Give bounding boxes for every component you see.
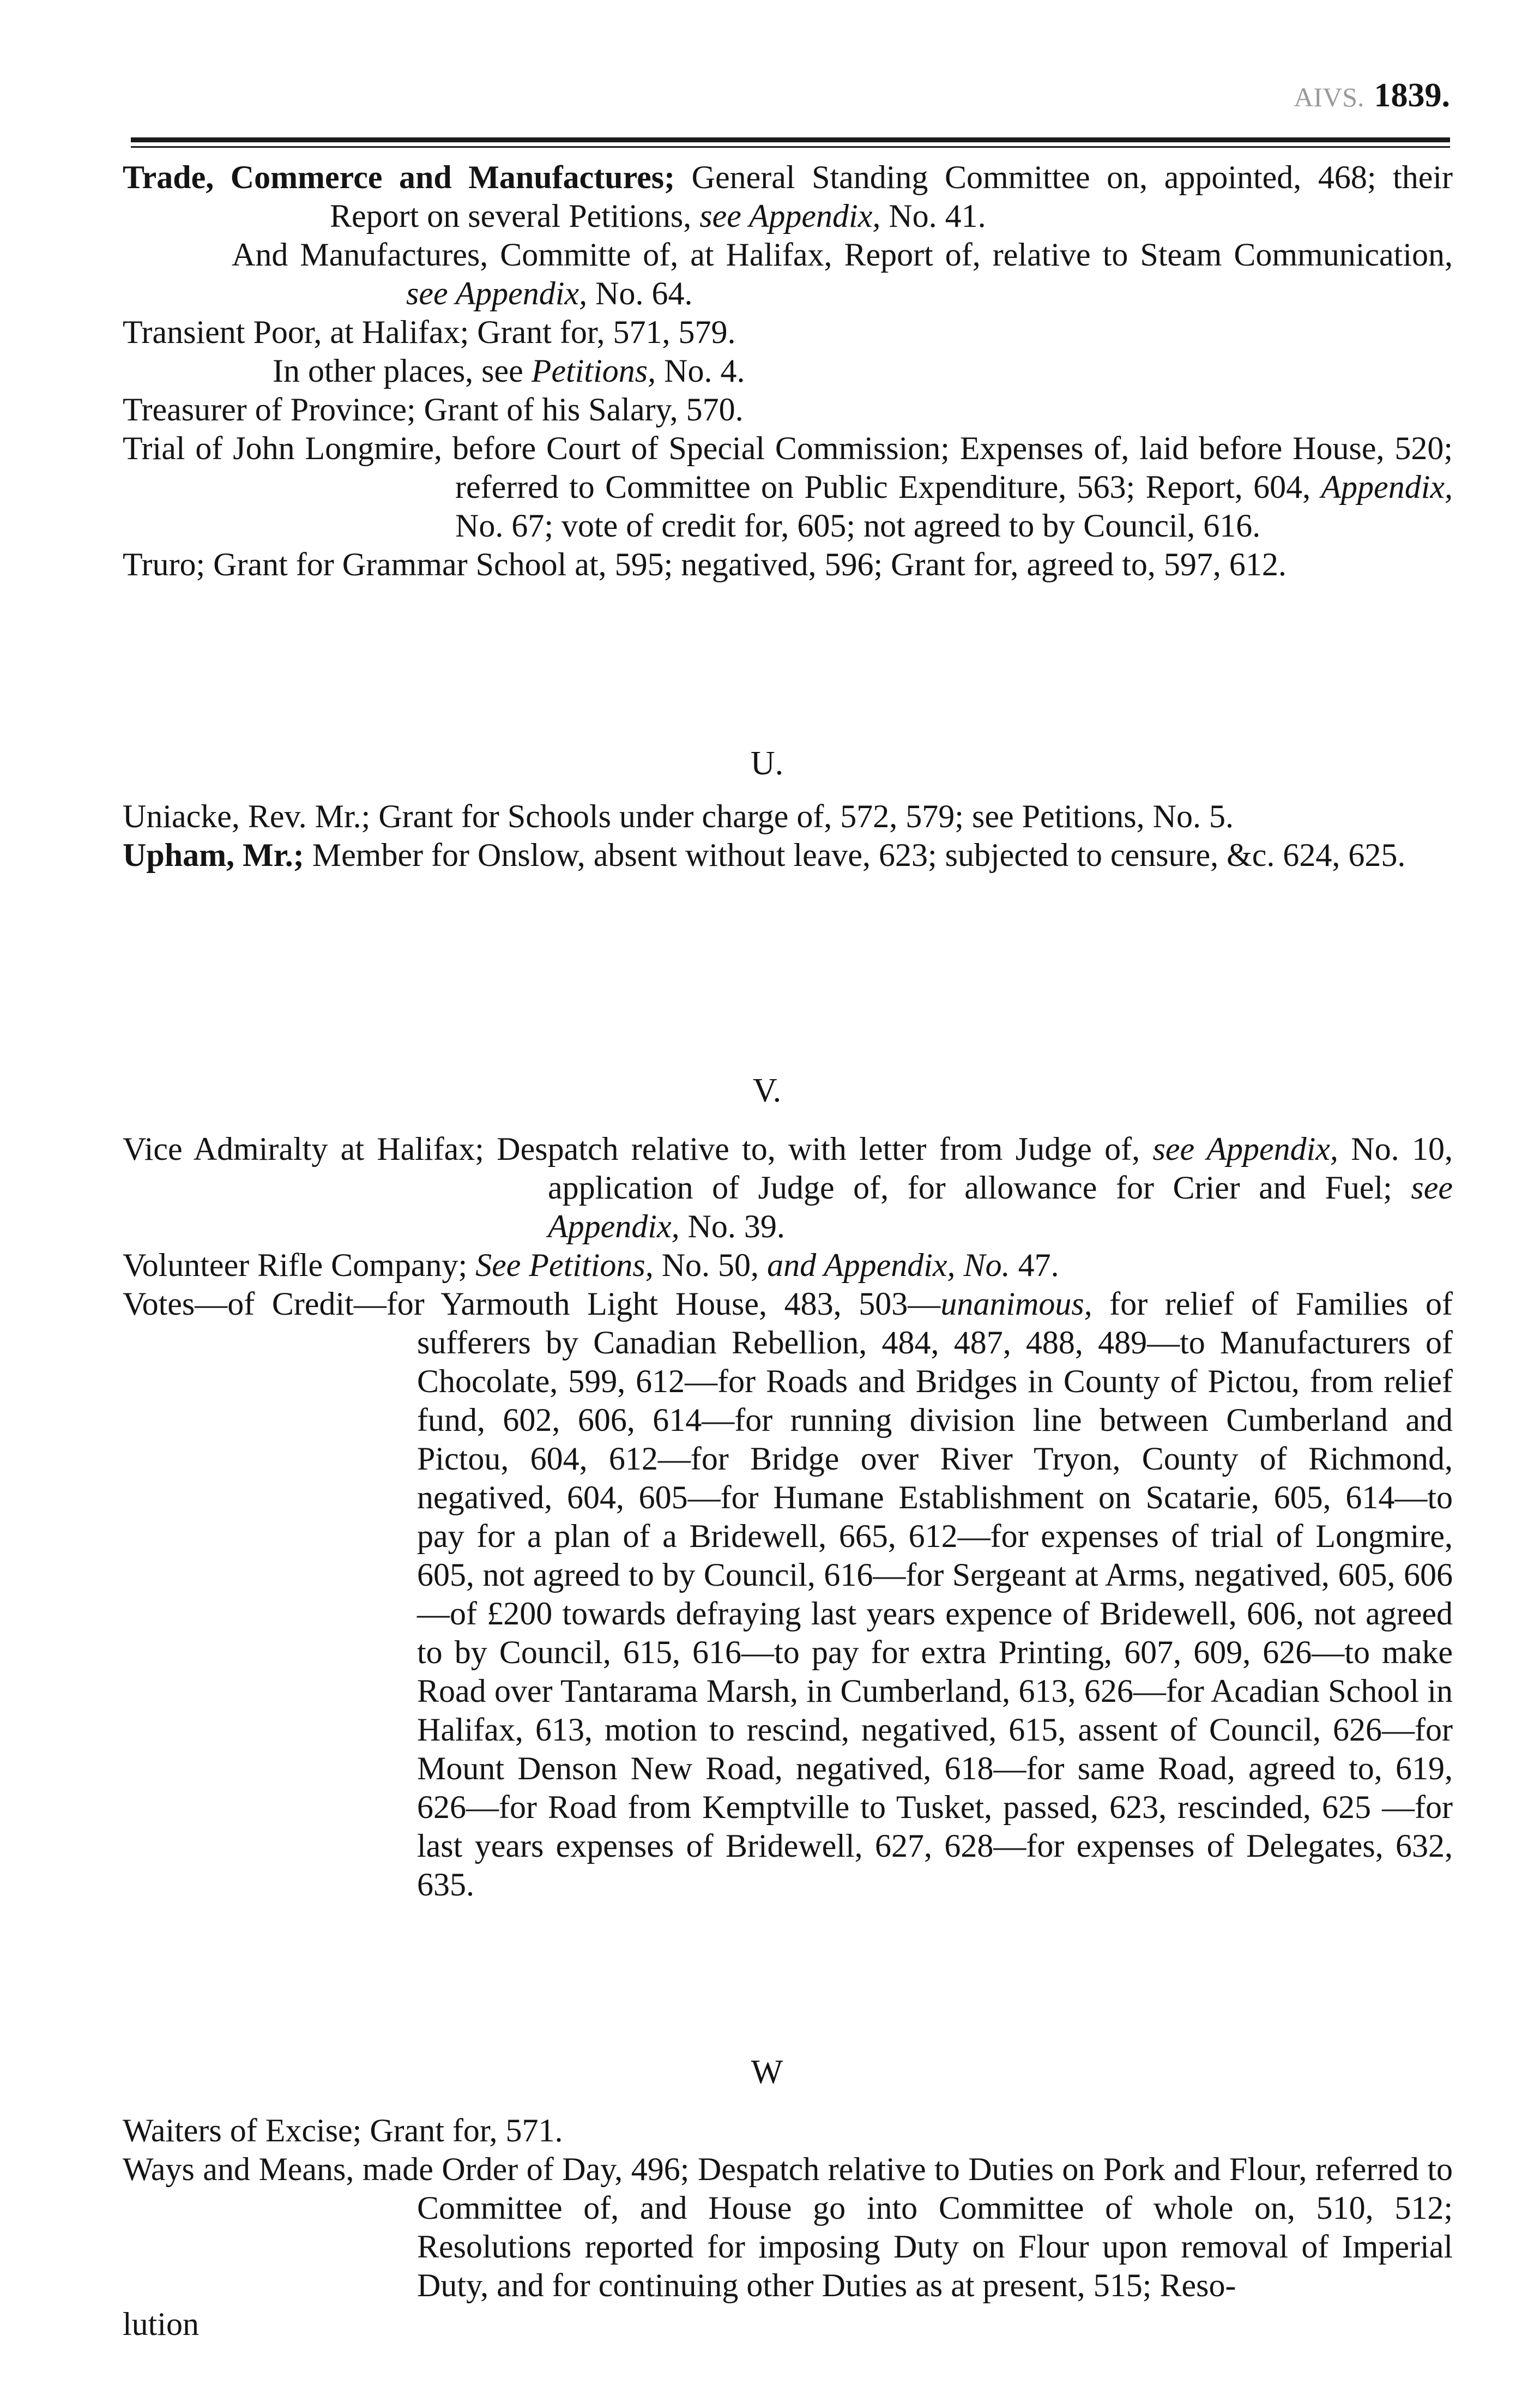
entry-text: No. 4. <box>656 353 745 389</box>
entry-italic: Appendix, <box>1321 469 1453 505</box>
entry-text: Trial of John Longmire, before Court of Special Commission; Expenses of, laid before House, 520; referred to Committee on Public Expenditure, 563; Report, 604, <box>123 430 1453 505</box>
index-entry-ways-and-means <box>123 2150 1453 2305</box>
entry-text: Ways and Means, made Order of Day, 496; Despatch relative to Duties on Pork and Flour, referred to Committee of, and House go into Committee of whole on, 510, 512; Resolutions reported for imposing Duty on Flour upon removal of Imperial Duty, and for continuing other Duties as at present, 515; Reso- <box>123 2151 1453 2303</box>
entry-italic: see Appendix, <box>699 198 881 234</box>
entry-text: No. 64. <box>587 275 693 311</box>
entry-head: Upham, Mr.; <box>123 837 304 873</box>
entry-text: And Manufactures, Committe of, at Halifax, Report of, relative to Steam Communication, <box>232 237 1453 273</box>
entry-text: General Standing Committee on, appointed, 468; their Report on several Petitions, <box>330 159 1453 234</box>
index-entry-trial-longmire <box>123 429 1453 545</box>
entry-text: Waiters of Excise; Grant for, 571. <box>123 2112 563 2148</box>
index-entry-truro <box>123 545 1453 584</box>
entry-italic: see Appendix, <box>548 1170 1453 1244</box>
section-v <box>123 1130 1453 1904</box>
entry-italic: see Appendix, <box>1152 1131 1338 1167</box>
entry-text: 47. <box>1010 1247 1059 1283</box>
entry-italic: See Petitions, <box>475 1247 654 1283</box>
entry-text: Vice Admiralty at Halifax; Despatch relative to, with letter from Judge of, <box>123 1131 1153 1167</box>
running-head <box>1221 76 1450 116</box>
index-entry-trade-commerce <box>123 158 1453 236</box>
entry-text: Transient Poor, at Halifax; Grant for, 571, 579. <box>123 314 736 350</box>
index-entry-treasurer <box>123 390 1453 429</box>
entry-text: No. 39. <box>679 1208 785 1244</box>
entry-text: Member for Onslow, absent without leave, 623; subjected to censure, &c. 624, 625. <box>304 837 1406 873</box>
entry-text: Truro; Grant for Grammar School at, 595; negatived, 596; Grant for, agreed to, 597, 612. <box>123 546 1287 582</box>
entry-text: for relief of Families of sufferers by Canadian Rebellion, 484, 487, 488, 489—to Manufacturers of Chocolate, 599, 612—for Roads and Bridges in County of Pictou, from relief fund, 602, 606, 614—for running division line between Cumberland and Pictou, 604, 612—for Bridge over River Tryon, County of Richmond, negatived, 604, 605—for Humane Establishment on Scatarie, 605, 614—to pay for a plan of a Bridewell, 665, 612—for expenses of trial of Longmire, 605, not agreed to by Council, 616—for Sergeant at Arms, negatived, 605, 606—of £200 towards defraying last years expence of Bridewell, 606, not agreed to by Council, 615, 616—to pay for extra Printing, 607, 609, 626—to make Road over Tantarama Marsh, in Cumberland, 613, 626—for Acadian School in Halifax, 613, motion to rescind, negatived, 615, assent of Council, 626—for Mount Denson New Road, negatived, 618—for same Road, agreed to, 619, 626—for Road from Kemptville to Tusket, passed, 623, rescinded, 625 —for last years expenses of Bridewell, 627, 628—for expenses of Delegates, 632, 635. <box>417 1286 1453 1903</box>
entry-text: Uniacke, Rev. Mr.; Grant for Schools under charge of, 572, 579; see Petitions, No. 5. <box>123 798 1234 834</box>
index-entry-upham <box>123 836 1453 875</box>
header-rule-thin <box>131 146 1450 148</box>
entry-italic: and Appendix, No. <box>767 1247 1010 1283</box>
section-w <box>123 2111 1453 2344</box>
section-u <box>123 797 1453 875</box>
running-head-faint-text: AIVS. <box>1294 82 1364 112</box>
index-entry-transient-poor <box>123 313 1453 352</box>
entry-italic: Petitions, <box>531 353 656 389</box>
entry-head: Trade, Commerce and Manufactures; <box>123 159 675 195</box>
entry-text: Volunteer Rifle Company; <box>123 1247 476 1283</box>
section-t <box>123 158 1453 584</box>
section-letter-w: W <box>751 2054 783 2091</box>
index-entry-manufactures-committee <box>123 236 1453 313</box>
index-entry-continuation <box>123 2305 1453 2344</box>
section-letter-v: V. <box>752 1072 782 1109</box>
index-entry-other-places <box>123 352 1453 390</box>
section-letter-u: U. <box>750 745 784 782</box>
entry-italic: unanimous, <box>940 1286 1092 1322</box>
entry-text: Votes—of Credit—for Yarmouth Light House, 483, 503— <box>123 1286 941 1322</box>
index-entry-votes-of-credit <box>123 1285 1453 1904</box>
entry-text: Treasurer of Province; Grant of his Salary, 570. <box>123 392 744 428</box>
entry-text: No. 67; vote of credit for, 605; not agreed to by Council, 616. <box>455 508 1261 544</box>
index-entry-uniacke <box>123 797 1453 836</box>
header-rule-thick <box>131 137 1450 142</box>
entry-italic: see Appendix, <box>406 275 588 311</box>
entry-text: No. 41. <box>880 198 986 234</box>
index-entry-vice-admiralty <box>123 1130 1453 1246</box>
entry-text: lution <box>123 2306 200 2342</box>
index-entry-waiters-of-excise <box>123 2111 1453 2150</box>
entry-text: No. 10, application of Judge of, for allowance for Crier and Fuel; <box>548 1131 1453 1206</box>
index-entry-volunteer-rifle <box>123 1246 1453 1285</box>
entry-text: No. 50, <box>653 1247 768 1283</box>
running-head-year: 1839. <box>1374 77 1450 114</box>
entry-text: In other places, see <box>273 353 532 389</box>
